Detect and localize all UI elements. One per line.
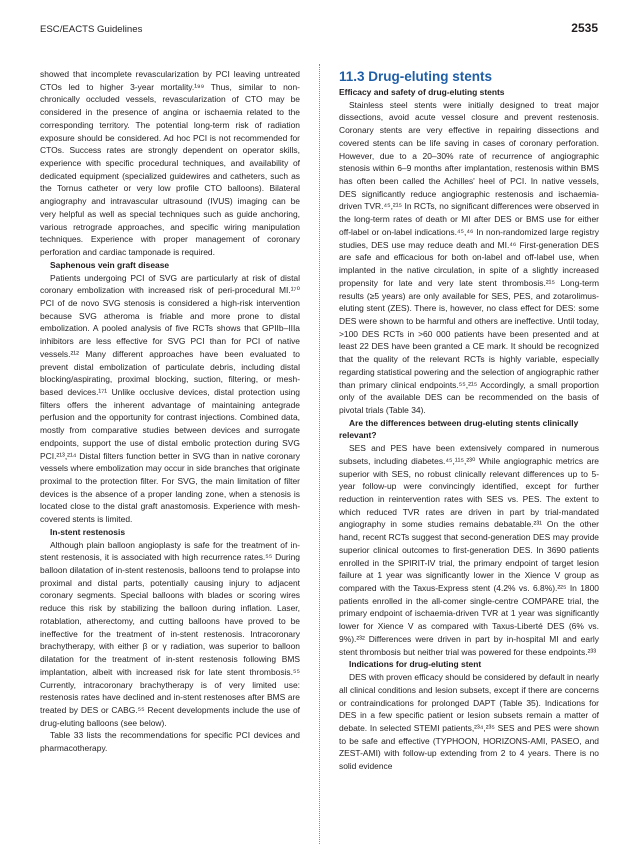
subheading-indications: Indications for drug-eluting stent: [349, 659, 482, 670]
paragraph-in-stent-restenosis: Although plain balloon angioplasty is safe for the treatment of in-stent restenosis, it is associated with high recurrence rates.⁵⁵ During balloon dilatation of in-stent restenosis, balloons tend to prolapse into proximal and distal parts, potentially causing injury to adjacent coronary segments. Special balloons with blades or scoring wires reduce this risk by stabilizing the balloon during inflation. Laser, rotablation, atherectomy, and cutting balloons have proved to be ineffective for the treatment of in-stent restenosis. Intracoronary brachytherapy, with either β or γ radiation, was superior to balloon dilatation for the treatment of in-stent restenosis following BMS implantation, albeit with increased risk for late stent thrombosis.⁵⁵ Currently, intracoronary brachytherapy is of very limited use: restenosis rates have declined and in-stent restenoses after BMS are treated by DES or CABG.⁵⁵ Recent developments include the use of drug-eluting balloons (see below).: [40, 539, 300, 728]
paragraph-des-differences: SES and PES have been extensively compared in numerous subsets, including diabetes.⁴⁵,¹¹⁵,²³⁰ While angiographic metrics are superior with SES, no robust clinically relevant differences up to 5-year follow-up were convincingly identified, except for further reduction in reintervention rates with SES vs. PES. The extent to which reduced TVR rates are driven in part by trial-mandated angiography in some studies remains debatable.²³¹ On the other hand, recent RCTs suggest that second-generation DES may provide superior clinical outcomes to first-generation DES. In 3690 patients enrolled in the SPIRIT-IV trial, the primary endpoint of target lesion failure at 1 year was significantly lower in the Xience V group as compared with the Taxus-Express stent (4.2% vs. 6.8%).²²⁵ In 1800 patients enrolled in the all-comer single-centre COMPARE trial, the primary endpoint of ischaemia-driven TVR at 1 year was significantly lower for Xience V as compared with Taxus-Liberté DES (6% vs. 9%).²³² Differences were driven in part by in-hospital MI and early stent thrombosis but neither trial was powered for these endpoints.²³³: [339, 443, 599, 657]
paragraph-table-33-reference: Table 33 lists the recommendations for specific PCI devices and pharmacotherapy.: [40, 730, 300, 754]
left-column: [40, 68, 300, 755]
column-divider: [319, 64, 320, 844]
subheading-saphenous-vein-graft: Saphenous vein graft disease: [50, 259, 170, 270]
page-number: 2535: [571, 21, 598, 35]
journal-section-label: ESC/EACTS Guidelines: [40, 24, 143, 35]
paragraph-svg: Patients undergoing PCI of SVG are particularly at risk of distal coronary embolization with increased risk of peri-procedural MI.¹⁷⁰ PCI of de novo SVG stenosis is considered a high-risk intervention because SVG atheroma is friable and more prone to distal embolization. A pooled analysis of five RCTs shows that GPIIb–IIIa inhibitors are less effective for SVG PCI than for PCI of native vessels.²¹² Many different approaches have been evaluated to prevent distal embolization of particulate debris, including distal blocking/aspirating, proximal blocking, suction, filtering, or mesh-based devices.¹⁷¹ Unlike occlusive devices, distal protection using filters offers the inherent advantage of maintaining antegrade perfusion and the opportunity for contrast injections. Combined data, mostly from comparative studies between devices and surrogate endpoints, support the use of distal embolic protection during SVG PCI.²¹³,²¹⁴ Distal filters function better in SVG than in native coronary vessels where embolization may occur in side branches that originate proximal to the protection filter. For SVG, the main limitation of filter devices is the absence of a proper landing zone, when a stenosis is located close to the distal graft anastomosis. Experience with mesh-covered stents is limited.: [40, 272, 300, 525]
subheading-des-differences: Are the differences between drug-eluting stents clinically relevant?: [339, 417, 579, 441]
paragraph-indications: DES with proven efficacy should be considered by default in nearly all clinical conditions and lesion subsets, except if there are concerns or contraindications for prolonged DAPT (Table 35). Indications for DES in a few specific patient or lesion subsets remain a matter of debate. In selected STEMI patients,²³⁴,²³⁵ SES and PES were shown to be safe and effective (TYPHOON, HORIZONS-AMI, PASEO, and ZEST-AMI) with follow-up extending from 2 to 4 years. There is no solid evidence: [339, 672, 599, 772]
subheading-in-stent-restenosis: In-stent restenosis: [50, 526, 126, 537]
right-column: [339, 68, 599, 773]
paragraph-cto-continuation: showed that incomplete revascularization by PCI leaving untreated CTOs led to higher 3-year mortality.¹⁹⁹ Thus, similar to non-chronically occluded vessels, revascularization of CTO may be considered in the presence of angina or ischaemia related to the corresponding territory. The potential long-term risk of radiation exposure should be considered. Ad hoc PCI is not recommended for CTOs. Success rates are strongly dependent on operator skills, experience with specific procedural techniques, and availability of dedicated equipment (specialized guidewires and catheters, such as the Tornus catheter or very low profile CTO balloons). Bilateral angiography and intravascular ultrasound (IVUS) imaging can be very helpful as well as special techniques such as guide anchoring, various retrograde approaches, and specific wiring manipulation techniques. Experience with proper management of coronary perforation and cardiac tamponade is required.: [40, 69, 300, 258]
running-header: [40, 20, 598, 40]
subheading-efficacy-safety: Efficacy and safety of drug-eluting stents: [339, 87, 505, 97]
section-title-drug-eluting-stents: 11.3 Drug-eluting stents: [339, 69, 493, 84]
paragraph-efficacy: Stainless steel stents were initially designed to treat major dissections, avoid acute vessel closure and prevent restenosis. Coronary stents are very effective in repairing dissections and covered stents can be life saving in cases of coronary perforation. However, due to a 20–30% rate of recurrence of angiographic stenosis within 6–9 months after implantation, restenosis within BMS has often been called the Achilles' heel of PCI. In native vessels, DES significantly reduce angiographic restenosis and ischaemia-driven TVR.⁴⁵,²¹⁵ In RCTs, no significant differences were observed in the long-term rates of death or MI after DES or BMS use for either off-label or on-label indications.⁴⁵,⁴⁶ In non-randomized large registry studies, DES use may reduce death and MI.⁴⁶ First-generation DES are safe and efficacious for both on-label and off-label use, when implanted in the native circulation, in spite of a slightly increased propensity for late and very late stent thrombosis.²¹⁵ Long-term results (≥5 years) are only available for SES, PES, and zotarolimus-eluting stent (ZES). There is, however, no class effect for DES: some DES were shown to be harmful and others are ineffective. Until today, >100 DES RCTs in >60 000 patients have been presented and at least 22 DES have been granted a CE mark. It should be recognized that the quality of the relevant RCTs is highly variable, especially regarding statistical powering and the selection of angiographic rather than primary clinical endpoints.⁵⁵,²¹⁵ Accordingly, a small proportion only of the available DES can be recommended on the basis of pivotal trials (Table 34).: [339, 99, 599, 415]
